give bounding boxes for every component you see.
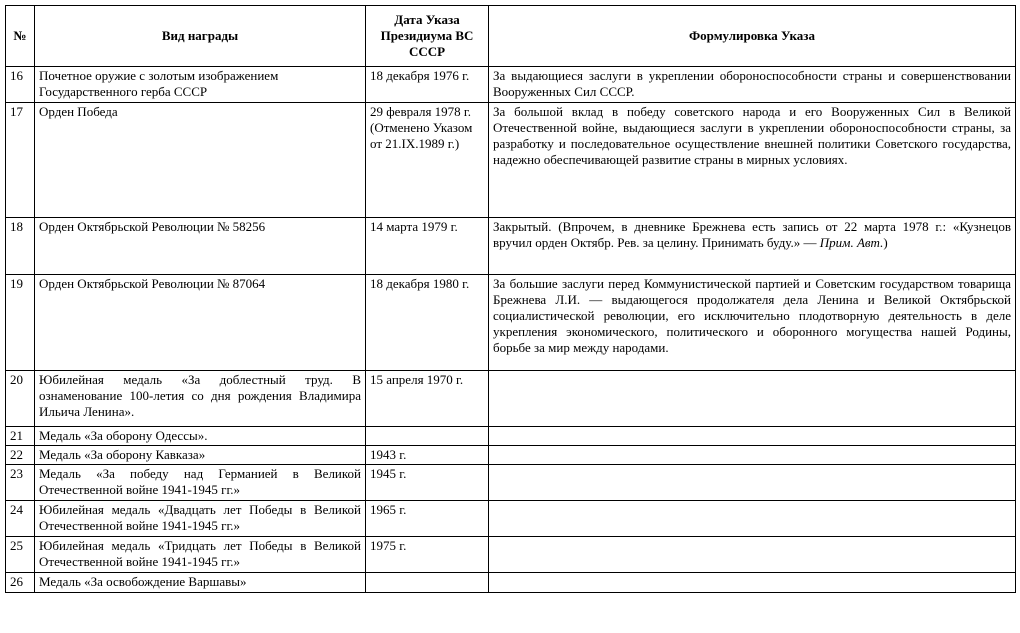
row-date: [366, 427, 489, 446]
row-text: [489, 501, 1016, 537]
row-date: 1975 г.: [366, 537, 489, 573]
row-award: Медаль «За освобождение Варшавы»: [35, 573, 366, 593]
table-row: [6, 371, 1016, 427]
row-num: 26: [6, 573, 35, 593]
row-num: 18: [6, 218, 35, 275]
row-num: 24: [6, 501, 35, 537]
table-row: [6, 446, 1016, 465]
awards-table: [5, 5, 1016, 593]
table-row: [6, 275, 1016, 371]
row-award: Медаль «За оборону Одессы».: [35, 427, 366, 446]
row-text: За большие заслуги перед Коммунистической партией и Советским государством товарища Брежнева Л.И. — выдающегося продолжателя дела Ленина и Великой Октябрьской социалистической революции, его исключительно плодотворную деятельность в деле укрепления экономического, политического и оборонного могущества нашей Родины, борьбе за мир между народами.: [489, 275, 1016, 371]
row-date: 1965 г.: [366, 501, 489, 537]
row-text-main: Закрытый. (Впрочем, в дневнике Брежнева есть запись от 22 марта 1978 г.: «Кузнецов вручил орден Октябр. Рев. за целину. Принимать буду.» —: [493, 219, 1011, 250]
row-text: [489, 446, 1016, 465]
row-num: 21: [6, 427, 35, 446]
row-date: 1943 г.: [366, 446, 489, 465]
row-award: Орден Октябрьской Революции № 87064: [35, 275, 366, 371]
row-text-end: ): [883, 235, 888, 250]
table-row: [6, 465, 1016, 501]
header-award: Вид награды: [35, 6, 366, 67]
header-row: [6, 6, 1016, 67]
author-note: Прим. Авт.: [819, 235, 884, 250]
row-award: Юбилейная медаль «Двадцать лет Победы в Великой Отечественной войне 1941-1945 гг.»: [35, 501, 366, 537]
row-text: [489, 573, 1016, 593]
row-date: 15 апреля 1970 г.: [366, 371, 489, 427]
row-award: Медаль «За оборону Кавказа»: [35, 446, 366, 465]
row-text: [489, 371, 1016, 427]
row-num: 23: [6, 465, 35, 501]
row-num: 22: [6, 446, 35, 465]
row-date: 14 марта 1979 г.: [366, 218, 489, 275]
row-date: [366, 573, 489, 593]
row-award: Орден Октябрьской Революции № 58256: [35, 218, 366, 275]
table-row: [6, 537, 1016, 573]
header-num: №: [6, 6, 35, 67]
row-num: 20: [6, 371, 35, 427]
row-text: За большой вклад в победу советского народа и его Вооруженных Сил в Великой Отечественной войне, выдающиеся заслуги в укреплении обороноспособности страны, за разработку и последовательное осуществление внешней политики Советского государства, надежно обеспечивающей развитие страны в мирных условиях.: [489, 103, 1016, 218]
row-award: Юбилейная медаль «За доблестный труд. В ознаменование 100-летия со дня рождения Владимира Ильича Ленина».: [35, 371, 366, 427]
table-row: [6, 427, 1016, 446]
header-date: Дата Указа Президиума ВС СССР: [366, 6, 489, 67]
row-text: [489, 537, 1016, 573]
row-num: 25: [6, 537, 35, 573]
row-date: 29 февраля 1978 г. (Отменено Указом от 21.IX.1989 г.): [366, 103, 489, 218]
header-text: Формулировка Указа: [489, 6, 1016, 67]
table-row: [6, 573, 1016, 593]
table-row: [6, 67, 1016, 103]
row-text: За выдающиеся заслуги в укреплении обороноспособности страны и совершенствовании Вооруженных Сил СССР.: [489, 67, 1016, 103]
row-award: Почетное оружие с золотым изображением Государственного герба СССР: [35, 67, 366, 103]
row-text: [489, 427, 1016, 446]
table-row: [6, 218, 1016, 275]
row-text: [489, 218, 1016, 275]
row-num: 19: [6, 275, 35, 371]
row-text: [489, 465, 1016, 501]
row-date: 18 декабря 1976 г.: [366, 67, 489, 103]
table-row: [6, 103, 1016, 218]
row-num: 16: [6, 67, 35, 103]
row-date: 18 декабря 1980 г.: [366, 275, 489, 371]
row-award: Юбилейная медаль «Тридцать лет Победы в Великой Отечественной войне 1941-1945 гг.»: [35, 537, 366, 573]
row-award: Орден Победа: [35, 103, 366, 218]
row-num: 17: [6, 103, 35, 218]
table-row: [6, 501, 1016, 537]
row-award: Медаль «За победу над Германией в Великой Отечественной войне 1941-1945 гг.»: [35, 465, 366, 501]
row-date: 1945 г.: [366, 465, 489, 501]
